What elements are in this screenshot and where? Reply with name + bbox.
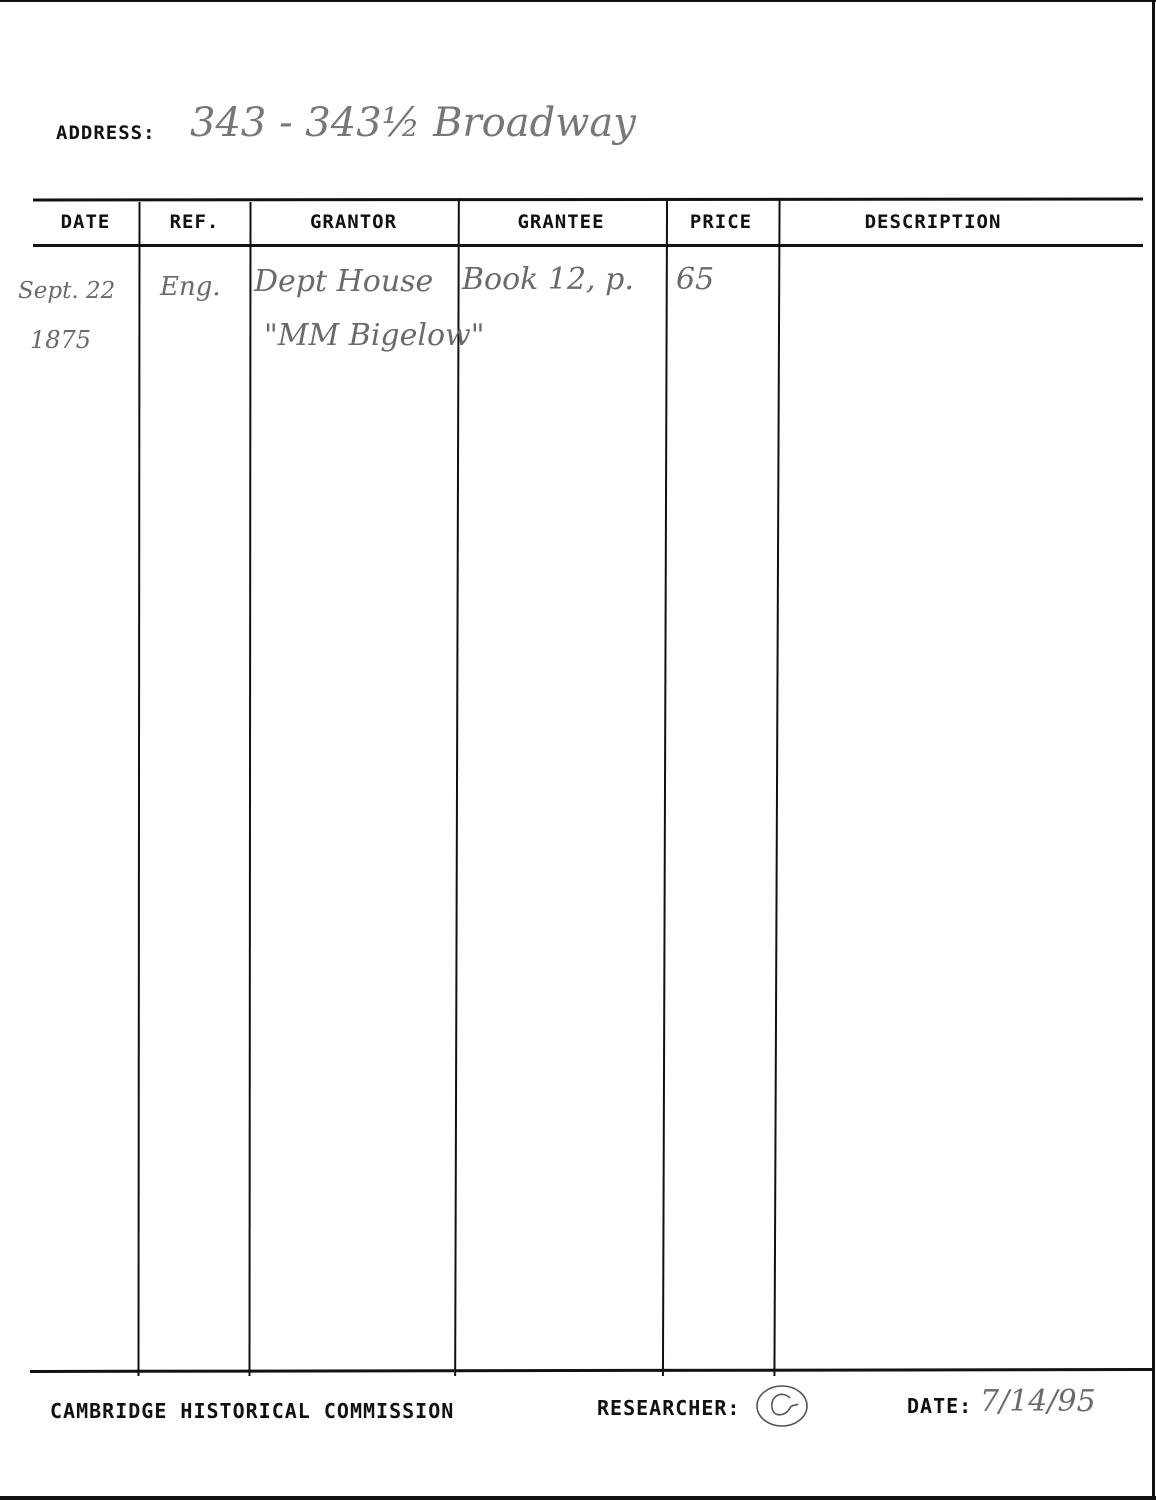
divider-date-ref	[137, 202, 140, 1376]
address-value: 343 - 343½ Broadway	[190, 100, 636, 146]
header-date: DATE	[60, 211, 111, 233]
researcher-initials-icon	[752, 1382, 812, 1430]
divider-ref-grantor	[248, 202, 251, 1376]
cell-date-line1: Sept. 22	[18, 278, 116, 304]
address-label: ADDRESS:	[56, 122, 156, 144]
header-grantor: GRANTOR	[309, 211, 398, 233]
cell-ref: Eng.	[160, 272, 221, 302]
header-price: PRICE	[689, 211, 753, 233]
divider-grantor-grantee	[454, 198, 460, 1376]
page-top-edge	[0, 0, 1156, 2]
header-ref: REF.	[169, 211, 220, 233]
cell-grantor-line1: Dept House	[254, 264, 434, 299]
table-bottom-rule	[30, 1368, 1152, 1373]
page-right-edge	[1152, 0, 1155, 1500]
table-top-rule	[33, 198, 1143, 202]
page-bottom-edge	[0, 1496, 1156, 1500]
cell-grantor-line2: "MM Bigelow"	[264, 318, 485, 353]
footer-organization: CAMBRIDGE HISTORICAL COMMISSION	[50, 1399, 455, 1423]
header-bottom-rule	[33, 244, 1143, 247]
divider-price-description	[773, 200, 780, 1376]
cell-date-line2: 1875	[30, 326, 92, 354]
date-value: 7/14/95	[980, 1384, 1096, 1419]
researcher-label: RESEARCHER:	[597, 1396, 741, 1420]
header-grantee: GRANTEE	[517, 211, 605, 233]
date-label: DATE:	[907, 1394, 973, 1418]
divider-grantee-price	[662, 200, 668, 1376]
cell-grantee: Book 12, p.	[462, 262, 634, 297]
header-description: DESCRIPTION	[864, 211, 1002, 233]
cell-price: 65	[676, 262, 715, 297]
